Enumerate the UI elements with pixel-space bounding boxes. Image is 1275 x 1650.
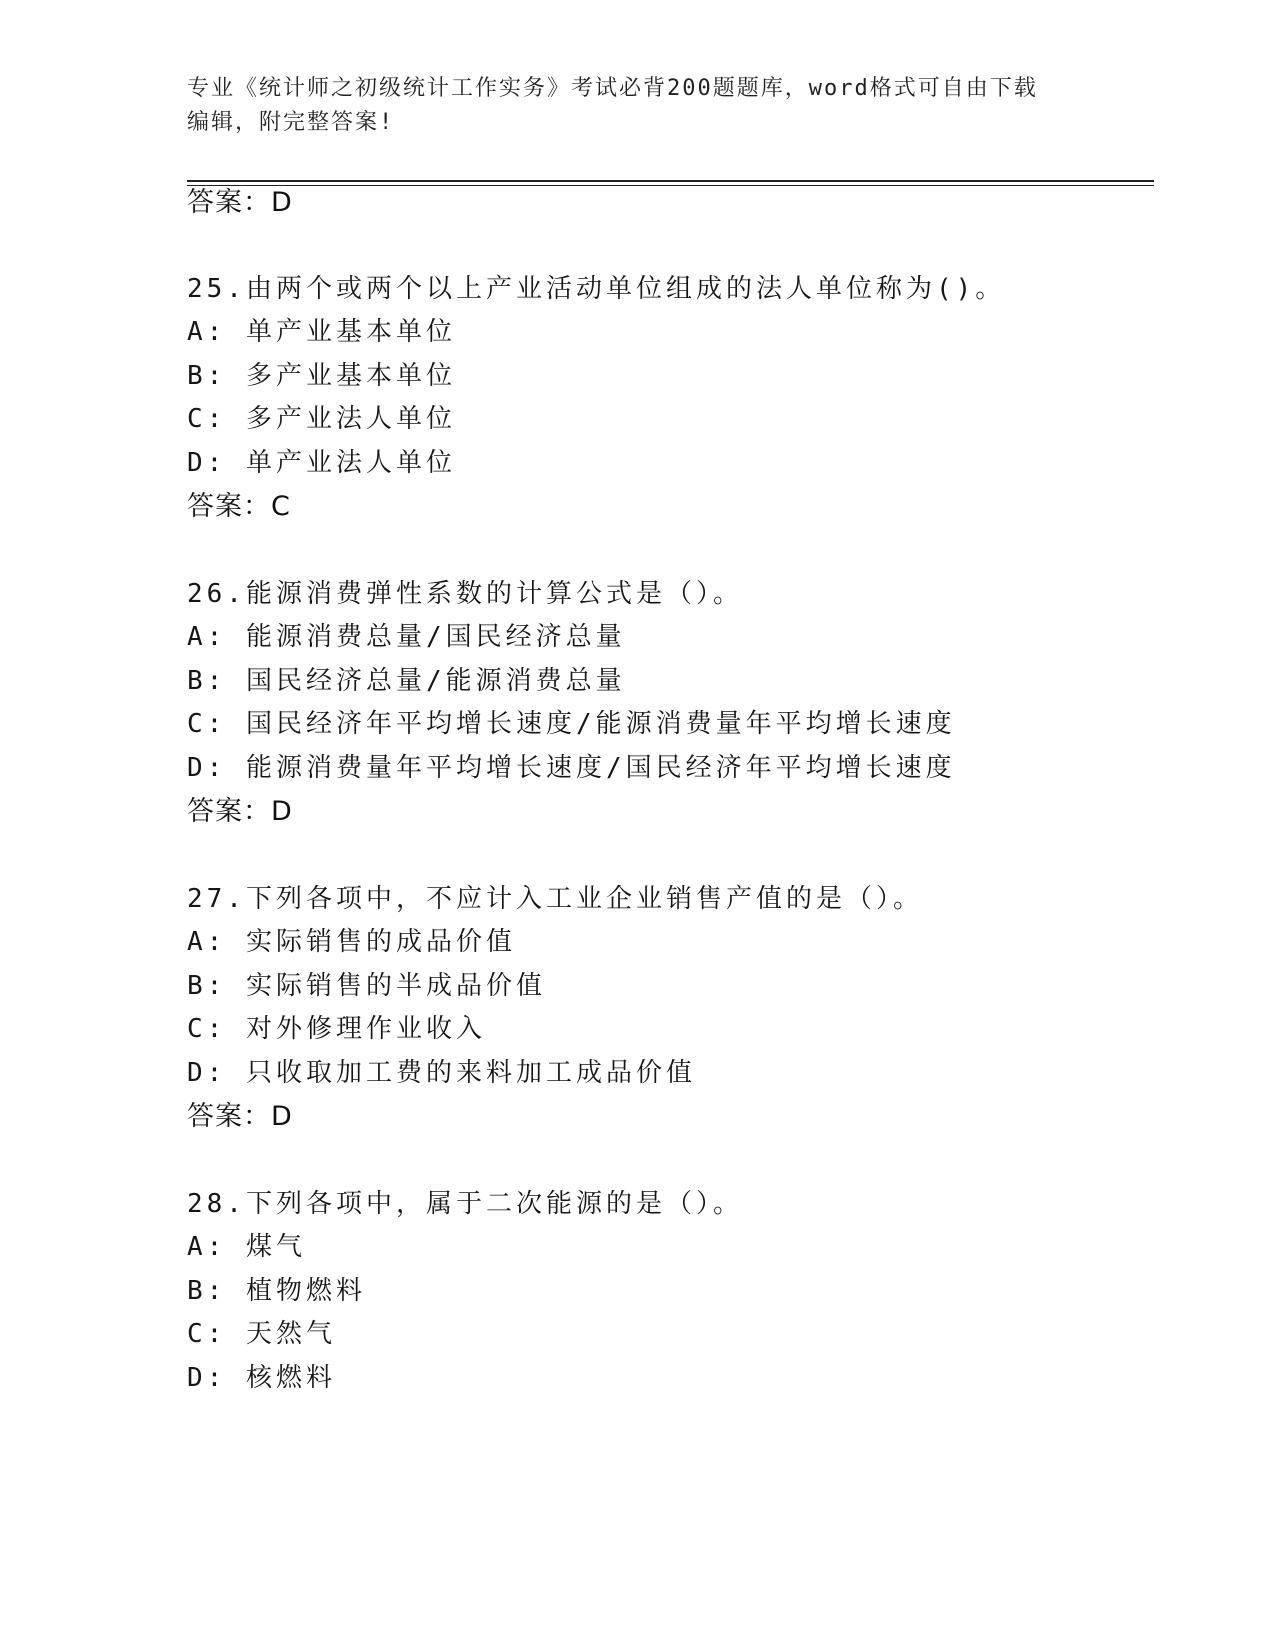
question-25-option-d: D: 单产业法人单位 xyxy=(187,448,456,478)
answer-prev: 答案：D xyxy=(187,187,293,218)
header-line-1: 专业《统计师之初级统计工作实务》考试必背200题题库，word格式可自由下载 xyxy=(187,76,1038,101)
question-26-answer: 答案：D xyxy=(187,796,293,827)
question-27-option-c: C: 对外修理作业收入 xyxy=(187,1014,486,1044)
question-28-option-d: D: 核燃料 xyxy=(187,1363,336,1393)
question-27-stem: 27.下列各项中，不应计入工业企业销售产值的是（）。 xyxy=(187,884,923,914)
document-header xyxy=(187,72,1087,140)
question-25-option-b: B: 多产业基本单位 xyxy=(187,361,456,391)
question-28-option-a: A: 煤气 xyxy=(187,1232,306,1262)
question-28-stem: 28.下列各项中，属于二次能源的是（）。 xyxy=(187,1189,743,1219)
question-25-option-a: A: 单产业基本单位 xyxy=(187,317,456,347)
question-26-option-d: D: 能源消费量年平均增长速度/国民经济年平均增长速度 xyxy=(187,753,956,783)
header-line-2: 编辑，附完整答案! xyxy=(187,110,395,135)
question-26-option-a: A: 能源消费总量/国民经济总量 xyxy=(187,622,626,652)
question-26-option-c: C: 国民经济年平均增长速度/能源消费量年平均增长速度 xyxy=(187,709,956,739)
question-25-answer: 答案：C xyxy=(187,491,291,522)
question-27-answer: 答案：D xyxy=(187,1101,293,1132)
question-28-option-b: B: 植物燃料 xyxy=(187,1276,366,1306)
question-27-option-a: A: 实际销售的成品价值 xyxy=(187,927,516,957)
header-divider-thin xyxy=(187,185,1154,186)
question-25-option-c: C: 多产业法人单位 xyxy=(187,404,456,434)
question-25-stem: 25.由两个或两个以上产业活动单位组成的法人单位称为()。 xyxy=(187,274,1006,304)
question-27-option-b: B: 实际销售的半成品价值 xyxy=(187,971,546,1001)
question-28-option-c: C: 天然气 xyxy=(187,1319,336,1349)
question-26-stem: 26.能源消费弹性系数的计算公式是（）。 xyxy=(187,579,743,609)
question-26-option-b: B: 国民经济总量/能源消费总量 xyxy=(187,666,626,696)
question-27-option-d: D: 只收取加工费的来料加工成品价值 xyxy=(187,1058,696,1088)
header-divider xyxy=(187,180,1154,182)
